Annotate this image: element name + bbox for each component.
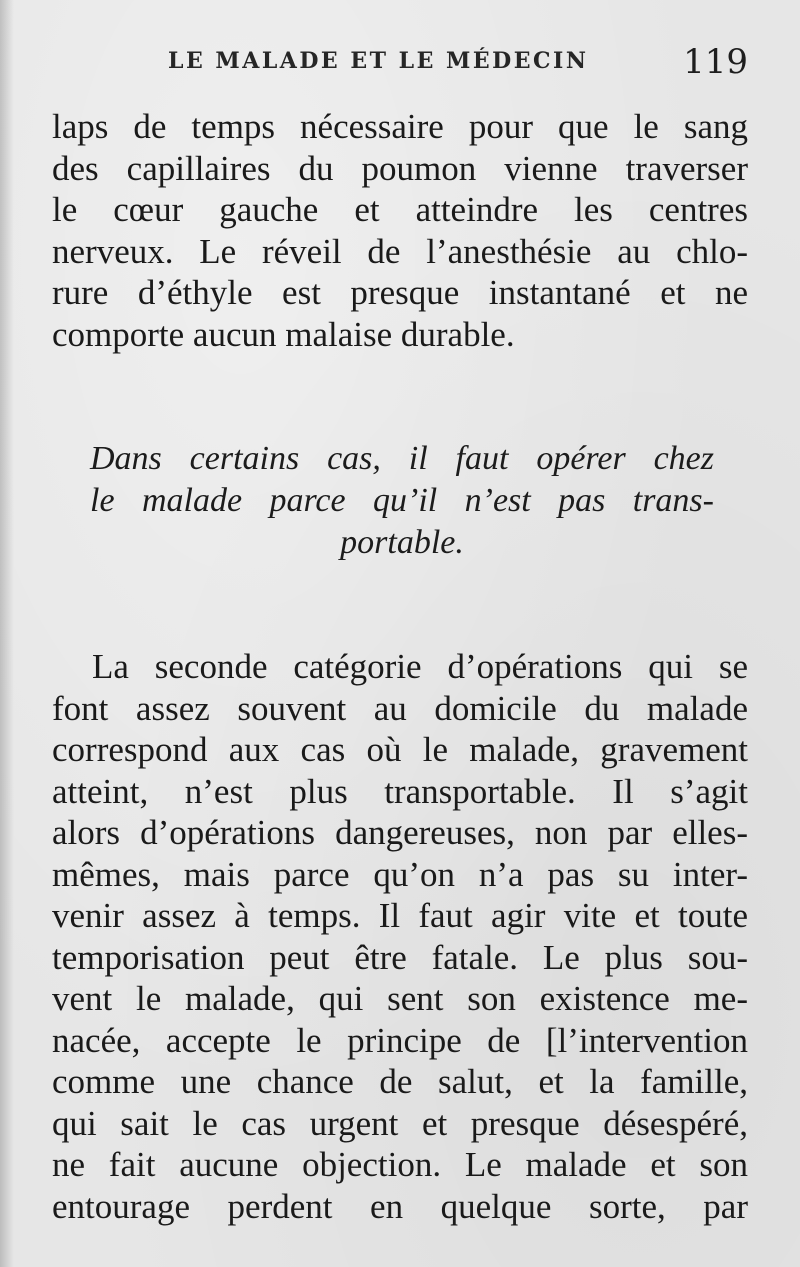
text-line: La seconde catégorie d’opérations qui se: [92, 647, 748, 686]
text-line: mêmes, mais parce qu’on n’a pas su inter-: [52, 854, 748, 894]
text-line: comporte aucun malaise durable.: [52, 314, 515, 354]
text-line: alors d’opérations dangereuses, non par elles-: [52, 813, 748, 852]
text-line: comme une chance de salut, et la famille,: [52, 1062, 748, 1101]
heading-line: Dans certains cas, il faut opérer chez: [90, 440, 714, 477]
heading-line: portable.: [340, 524, 464, 561]
text-line: des capillaires du poumon vienne traverser: [52, 148, 748, 188]
text-line: venir assez à temps. Il faut agir vite et toute: [52, 896, 748, 935]
text-line: ne fait aucune objection. Le malade et son: [52, 1145, 748, 1184]
text-line: laps de temps nécessaire pour que le sang: [52, 107, 748, 146]
paragraph-body: [52, 646, 748, 1227]
section-heading: [90, 438, 714, 564]
text-line: le cœur gauche et atteindre les centres: [52, 190, 748, 229]
running-title: LE MALADE ET LE MÉDECIN: [168, 48, 589, 74]
text-line: rure d’éthyle est presque instantané et ne: [52, 273, 748, 312]
text-line: nerveux. Le réveil de l’anesthésie au chlo-: [52, 231, 748, 271]
text-line: nacée, accepte le principe de [l’intervention: [52, 1020, 748, 1060]
page-gutter-shadow: [0, 0, 14, 1267]
text-line: temporisation peut être fatale. Le plus sou-: [52, 937, 748, 977]
text-line: vent le malade, qui sent son existence me-: [52, 979, 748, 1018]
text-line: atteint, n’est plus transportable. Il s’agit: [52, 771, 748, 811]
text-line: qui sait le cas urgent et presque désespéré,: [52, 1103, 748, 1143]
text-line: font assez souvent au domicile du malade: [52, 688, 748, 728]
text-line: entourage perdent en quelque sorte, par: [52, 1186, 748, 1226]
page-number: 119: [683, 42, 748, 82]
paragraph-continuation: [52, 106, 748, 355]
heading-line: le malade parce qu’il n’est pas trans-: [90, 482, 714, 519]
text-line: correspond aux cas où le malade, gravement: [52, 730, 748, 769]
